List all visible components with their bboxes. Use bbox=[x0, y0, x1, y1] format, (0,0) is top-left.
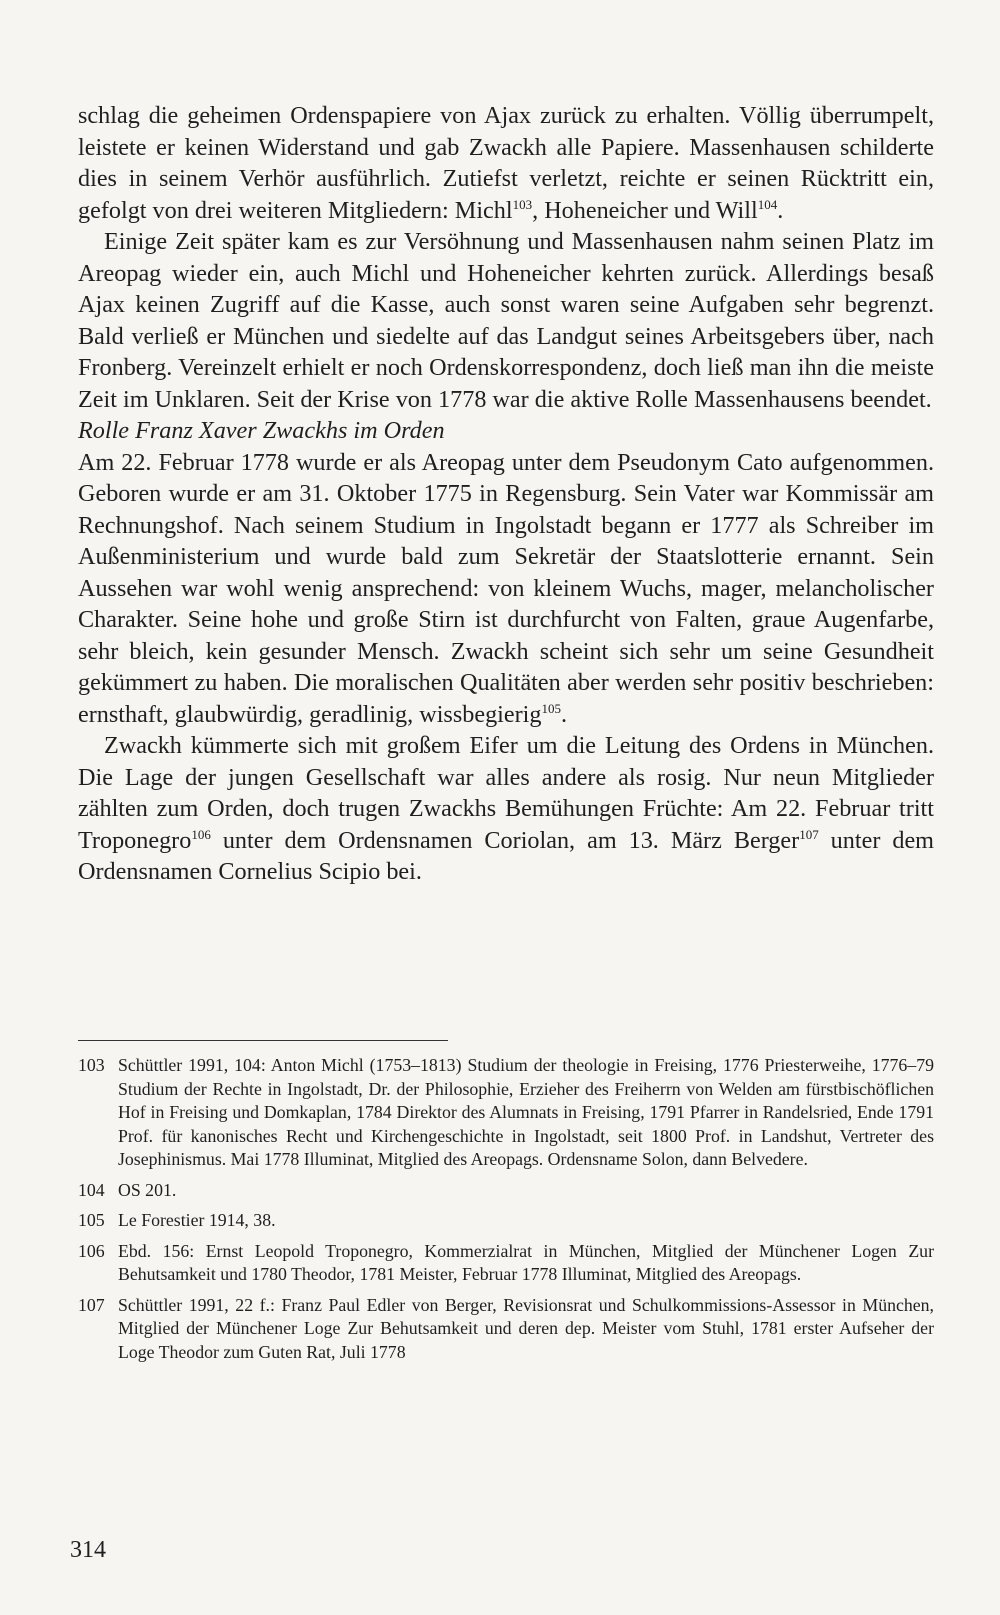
footnote-ref-107[interactable]: 107 bbox=[799, 826, 819, 842]
footnote-number: 104 bbox=[78, 1179, 105, 1200]
main-text bbox=[78, 100, 934, 888]
footnote-106 bbox=[78, 1240, 934, 1287]
footnote-103 bbox=[78, 1054, 934, 1172]
footnote-ref-103[interactable]: 103 bbox=[512, 196, 533, 212]
footnote-text: Schüttler 1991, 104: Anton Michl (1753–1813) Studium der theologie in Freising, 1776 Priesterweihe, 1776–79 Studium der Rechte in Ingolstadt, Dr. der Philosophie, Erzieher des Freiherrn von Welden am fürstbischöflichen Hof in Freising und Domkaplan, 1784 Direktor des Alumnats in Freising, 1791 Pfarrer in Randelsried, Ende 1791 Prof. für kanonisches Recht und Kirchengeschichte in Ingolstadt, seit 1800 Prof. in Landshut, Vertreter des Josephinismus. Mai 1778 Illuminat, Mitglied des Areopags. Ordensname Solon, dann Belvedere. bbox=[118, 1055, 934, 1169]
footnote-number: 103 bbox=[78, 1055, 105, 1075]
footnote-number: 105 bbox=[78, 1210, 105, 1230]
footnote-text: Ebd. 156: Ernst Leopold Troponegro, Kommerzialrat in München, Mitglied der Münchener Logen Zur Behutsamkeit und 1780 Theodor, 1781 Meister, Februar 1778 Illuminat, Mitglied des Areopags. bbox=[118, 1240, 934, 1284]
footnotes bbox=[78, 1054, 934, 1371]
footnote-text: Le Forestier 1914, 38. bbox=[118, 1210, 276, 1230]
footnote-number: 107 bbox=[78, 1294, 105, 1315]
footnote-number: 106 bbox=[78, 1240, 105, 1261]
paragraph-1: schlag die geheimen Ordenspapiere von Ajax zurück zu erhalten. Völlig überrumpelt, leistete er keinen Widerstand und gab Zwackh alle Papiere. Massenhausen schilderte dies in seinem Verhör ausführlich. Zutiefst verletzt, reichte er seinen Rücktritt ein, gefolgt von drei weiteren Mitgliedern: Michl$^{103}$, Hoheneicher und Will$^{104}$. bbox=[78, 102, 934, 224]
footnote-text: OS 201. bbox=[118, 1179, 177, 1200]
footnote-ref-104[interactable]: 104 bbox=[757, 196, 778, 212]
footnote-105 bbox=[78, 1209, 934, 1233]
page-number: 314 bbox=[70, 1537, 106, 1563]
footnote-ref-105[interactable]: 105 bbox=[541, 700, 561, 716]
footnote-text: Schüttler 1991, 22 f.: Franz Paul Edler von Berger, Revisionsrat und Schulkommissions-Assessor in München, Mitglied der Münchener Loge Zur Behutsamkeit und deren dep. Meister vom Stuhl, 1781 erster Aufseher der Loge Theodor zum Guten Rat, Juli 1778 bbox=[118, 1294, 934, 1362]
footnote-divider bbox=[78, 1040, 448, 1041]
footnote-107 bbox=[78, 1294, 934, 1365]
section-heading: Rolle Franz Xaver Zwackhs im Orden bbox=[78, 417, 445, 444]
paragraph-3: Am 22. Februar 1778 wurde er als Areopag unter dem Pseudonym Cato aufgenommen. Geboren wurde er am 31. Oktober 1775 in Regensburg. Sein Vater war Kommissär am Rechnungshof. Nach seinem Studium in Ingolstadt begann er 1777 als Schreiber im Außenministerium und wurde bald zum Sekretär der Staatslotterie ernannt. Sein Aussehen war wohl wenig ansprechend: von kleinem Wuchs, mager, melancholischer Charakter. Seine hohe und große Stirn ist durchfurcht von Falten, graue Augenfarbe, sehr bleich, kein gesunder Mensch. Zwackh scheint sich sehr um seine Gesundheit gekümmert zu haben. Die moralischen Qualitäten aber werden sehr positiv beschrieben: ernsthaft, glaubwürdig, geradlinig, wissbegierig$^{105}$. bbox=[78, 448, 934, 728]
footnote-ref-106[interactable]: 106 bbox=[191, 826, 211, 842]
footnote-104 bbox=[78, 1179, 934, 1203]
paragraph-4: Zwackh kümmerte sich mit großem Eifer um die Leitung des Ordens in München. Die Lage der jungen Gesellschaft war alles andere als rosig. Nur neun Mitglieder zählten zum Orden, doch trugen Zwackhs Bemühungen Früchte: Am 22. Februar tritt Troponegro$^{106}$ unter dem Ordensnamen Coriolan, am 13. März Berger$^{107}$ unter dem Ordensnamen Cornelius Scipio bei. bbox=[78, 732, 934, 885]
paragraph-2: Einige Zeit später kam es zur Versöhnung und Massenhausen nahm seinen Platz im Areopag wieder ein, auch Michl und Hoheneicher kehrten zurück. Allerdings besaß Ajax keinen Zugriff auf die Kasse, auch sonst waren seine Aufgaben sehr begrenzt. Bald verließ er München und siedelte auf das Landgut seines Arbeitsgebers über, nach Fronberg. Vereinzelt erhielt er noch Ordenskorrespondenz, doch ließ man ihn die meiste Zeit im Unklaren. Seit der Krise von 1778 war die aktive Rolle Massenhausens beendet. bbox=[78, 228, 934, 413]
